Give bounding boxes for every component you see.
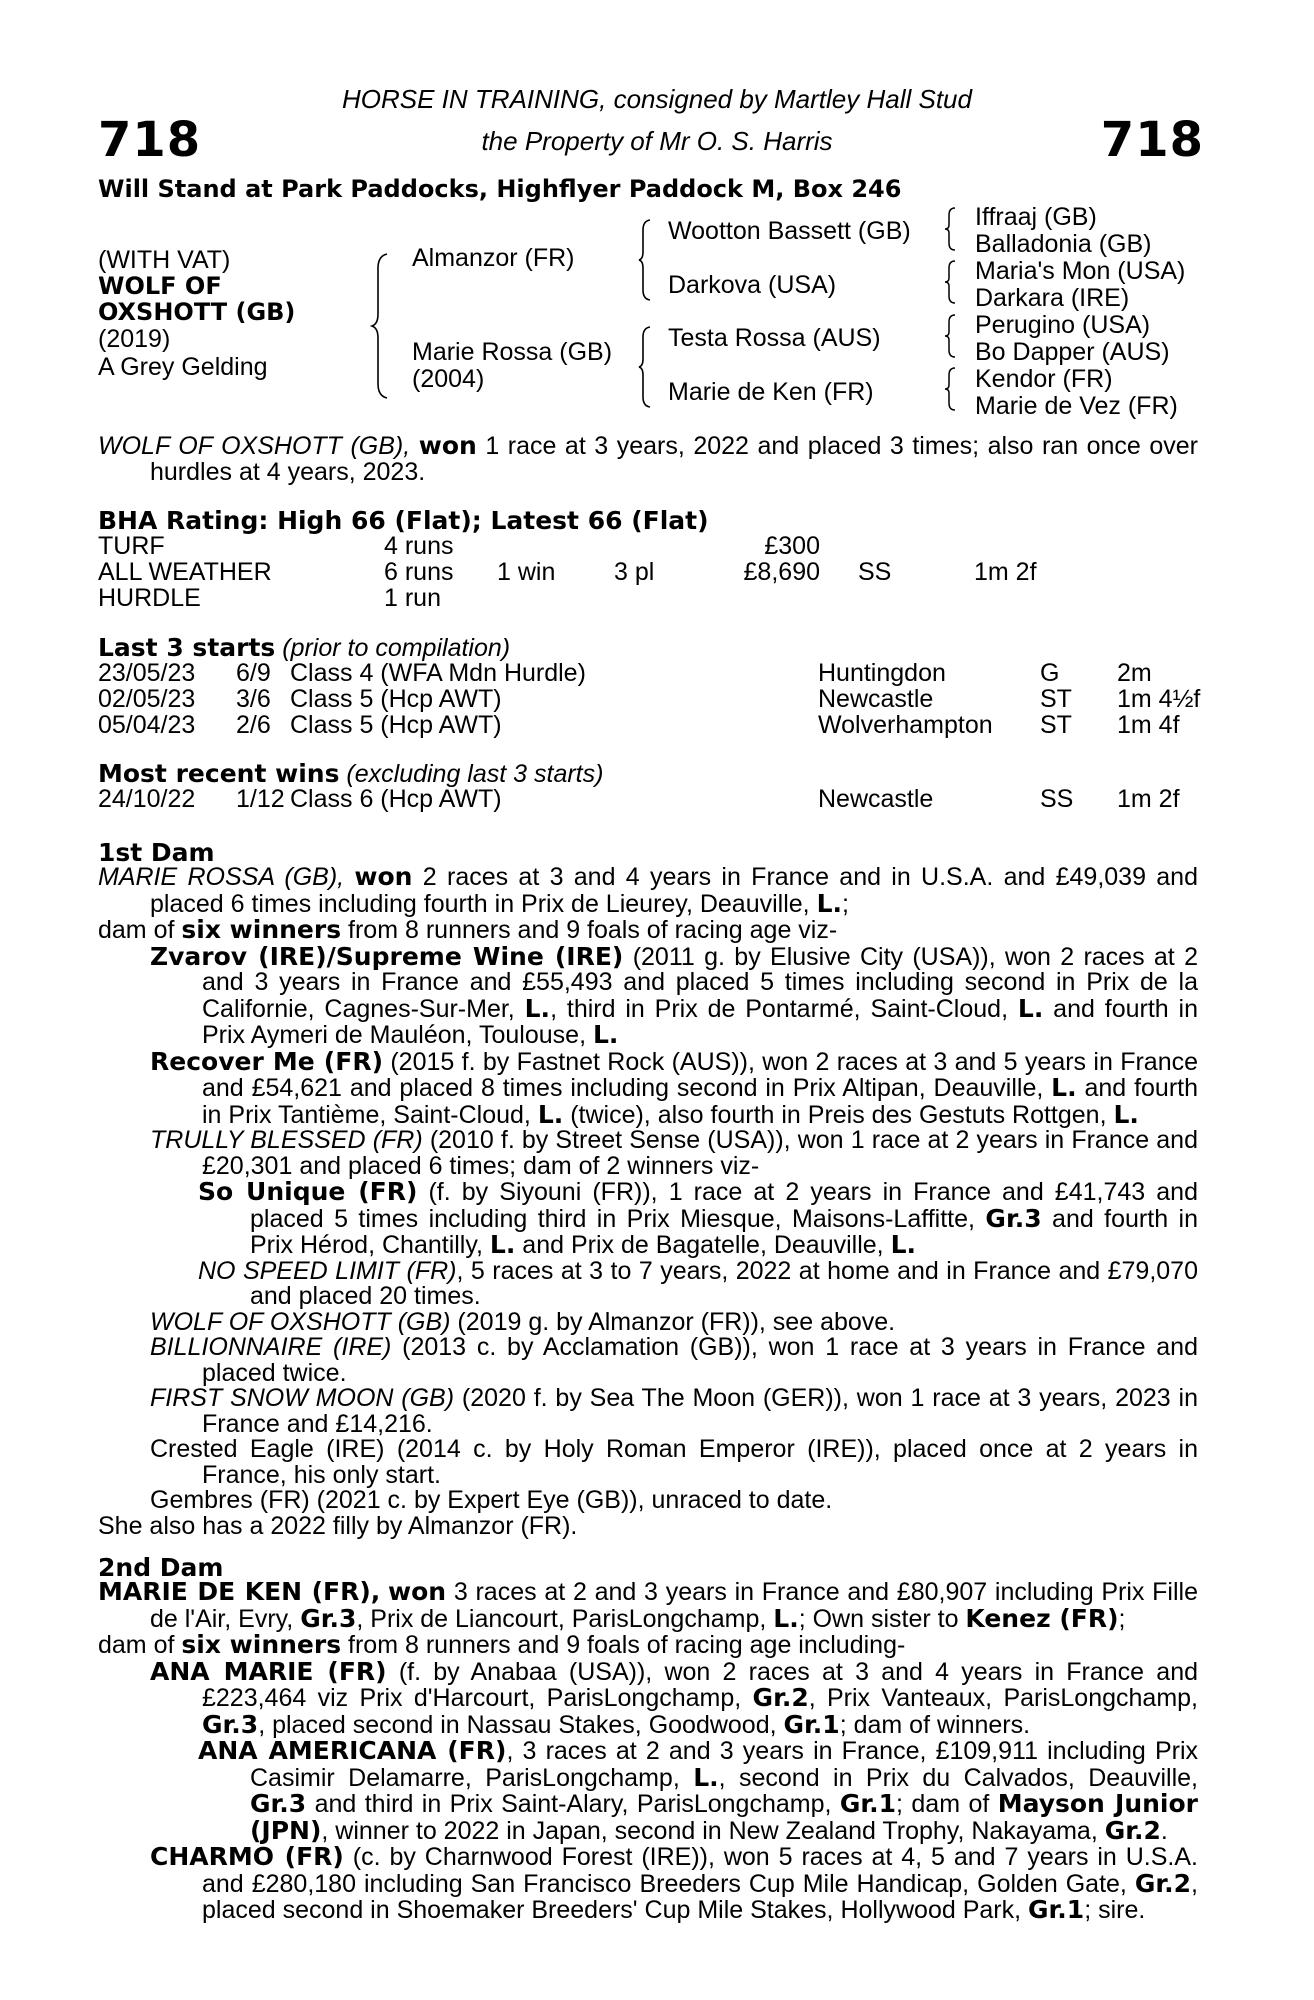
- stand-line: Will Stand at Park Paddocks, Highflyer Paddock M, Box 246: [98, 175, 902, 203]
- last3-course-cell: Huntingdon: [818, 659, 946, 687]
- last3-dist-cell: 1m 4½f: [1117, 685, 1201, 713]
- pedigree-dam: Marie Rossa (GB): [412, 338, 613, 366]
- dam1-firstsnow: FIRST SNOW MOON (GB) (2020 f. by Sea The Moon (GER)), won 1 race at 3 years, 2023 in France and £14,216.: [150, 1384, 1198, 1438]
- pedigree-gen3-4: Darkara (IRE): [975, 284, 1130, 312]
- pedigree-gen3-3: Maria's Mon (USA): [975, 257, 1186, 285]
- pedigree-sire-sire: Wootton Bassett (GB): [668, 217, 911, 245]
- dam1-wolf: WOLF OF OXSHOTT (GB) (2019 g. by Almanzor (FR)), see above.: [150, 1307, 896, 1336]
- last3-race-cell: Class 5 (Hcp AWT): [290, 685, 502, 713]
- recent-going-cell: SS: [1040, 785, 1074, 813]
- horse-year: (2019): [98, 325, 171, 353]
- rating-dist-cell: 1m 2f: [974, 558, 1037, 586]
- rating-going-cell: SS: [858, 558, 892, 586]
- last3-race-cell: Class 4 (WFA Mdn Hurdle): [290, 659, 586, 687]
- dam1-gembres: Gembres (FR) (2021 c. by Expert Eye (GB)), unraced to date.: [150, 1486, 833, 1514]
- pedigree-gen3-7: Kendor (FR): [975, 365, 1113, 393]
- rating-wins-cell: 1 win: [497, 558, 556, 586]
- dam1-crested: Crested Eagle (IRE) (2014 c. by Holy Roman Emperor (IRE)), placed once at 2 years in France, his only start.: [150, 1435, 1198, 1489]
- last3-date-cell: 23/05/23: [98, 659, 196, 687]
- last3-pos-cell: 6/9: [236, 659, 271, 687]
- pedigree-dam-dam: Marie de Ken (FR): [668, 378, 874, 406]
- pedigree-gen3-8: Marie de Vez (FR): [975, 392, 1178, 420]
- rating-runs-cell: 4 runs: [384, 532, 454, 560]
- rating-surface-cell: TURF: [98, 532, 165, 560]
- pedigree-sire: Almanzor (FR): [412, 244, 575, 272]
- bha-rating-heading: BHA Rating: High 66 (Flat); Latest 66 (Flat): [98, 506, 709, 535]
- last3-date-cell: 05/04/23: [98, 711, 196, 739]
- pedigree-dam-year: (2004): [412, 365, 485, 393]
- race-summary: [98, 433, 1198, 485]
- rating-prize-cell: £8,690: [743, 558, 820, 586]
- last3-going-cell: ST: [1040, 711, 1072, 739]
- pedigree-brace-g1: [944, 206, 958, 252]
- pedigree-brace-dam: [637, 325, 653, 409]
- lot-number-left: 718: [98, 112, 202, 168]
- dam1-damof: dam of six winners from 8 runners and 9 foals of racing age viz-: [98, 915, 838, 944]
- summary-horse-name: WOLF OF OXSHOTT (GB),: [98, 432, 411, 460]
- last3-dist-cell: 1m 4f: [1117, 711, 1180, 739]
- summary-text-1: 1 race at 3 years, 2022 and placed 3 times; also ran once over: [476, 432, 1198, 460]
- dam2-ana: ANA MARIE (FR) (f. by Anabaa (USA)), won 2 races at 3 and 4 years in France and £223,464 viz Prix d'Harcourt, ParisLongchamp, Gr.2, Prix Vanteaux, ParisLongchamp, Gr.3, placed second in Nassau Stakes, Goodwood, Gr.1; dam of winners.: [150, 1656, 1199, 1739]
- pedigree-dam-sire: Testa Rossa (AUS): [668, 324, 881, 352]
- last3-course-cell: Newcastle: [818, 685, 934, 713]
- pedigree-sire-dam: Darkova (USA): [668, 271, 837, 299]
- horse-description: A Grey Gelding: [98, 353, 268, 381]
- pedigree-brace-main: [370, 252, 390, 400]
- recent-heading: Most recent wins: [98, 759, 340, 788]
- last3-going-cell: ST: [1040, 685, 1072, 713]
- recent-date-cell: 24/10/22: [98, 785, 196, 813]
- pedigree-brace-g3: [944, 313, 958, 359]
- last3-dist-cell: 2m: [1117, 659, 1152, 687]
- rating-placed-cell: 3 pl: [614, 558, 655, 586]
- dam1-section: [98, 864, 1198, 1539]
- pedigree-gen3-1: Iffraaj (GB): [975, 203, 1097, 231]
- last3-heading: Last 3 starts: [98, 633, 276, 662]
- last3-note: (prior to compilation): [282, 634, 511, 662]
- dam1-intro: MARIE ROSSA (GB), won 2 races at 3 and 4 years in France and in U.S.A. and £49,039 and placed 6 times including fourth in Prix de Lieurey, Deauville, L.;: [98, 862, 1198, 918]
- rating-prize-cell: £300: [764, 532, 820, 560]
- pedigree-gen3-2: Balladonia (GB): [975, 230, 1152, 258]
- dam2-charmo: CHARMO (FR) (c. by Charnwood Forest (IRE)), won 5 races at 4, 5 and 7 years in U.S.A. and £280,180 including San Francisco Breeders Cup Mile Handicap, Golden Gate, Gr.2, placed second in Shoemaker Breeders' Cup Mile Stakes, Hollywood Park, Gr.1; sire.: [150, 1842, 1198, 1924]
- pedigree-gen3-6: Bo Dapper (AUS): [975, 338, 1170, 366]
- consignor-line: HORSE IN TRAINING, consigned by Martley Hall Stud: [342, 84, 972, 114]
- dam1-nospeed: NO SPEED LIMIT (FR), 5 races at 3 to 7 years, 2022 at home and in France and £79,070 and placed 20 times.: [198, 1256, 1198, 1310]
- pedigree-gen3-5: Perugino (USA): [975, 311, 1151, 339]
- horse-name-line2: OXSHOTT (GB): [98, 298, 296, 326]
- rating-runs-cell: 6 runs: [384, 558, 454, 586]
- dam2-heading: 2nd Dam: [98, 1553, 224, 1582]
- last3-course-cell: Wolverhampton: [818, 711, 993, 739]
- dam2-anaamericana: ANA AMERICANA (FR), 3 races at 2 and 3 years in France, £109,911 including Prix Casimir Delamarre, ParisLongchamp, L., second in Prix du Calvados, Deauville, Gr.3 and third in Prix Saint-Alary, ParisLongchamp, Gr.1; dam of Mayson Junior (JPN), winner to 2022 in Japan, second in New Zealand Trophy, Nakayama, Gr.2.: [198, 1736, 1199, 1845]
- rating-surface-cell: HURDLE: [98, 584, 201, 612]
- pedigree-brace-sire: [637, 218, 653, 302]
- dam2-section: [98, 1579, 1198, 1924]
- dam1-sounique: So Unique (FR) (f. by Siyouni (FR)), 1 race at 2 years in France and £41,743 and placed 5 times including third in Prix Miesque, Maisons-Laffitte, Gr.3 and fourth in Prix Hérod, Chantilly, L. and Prix de Bagatelle, Deauville, L.: [198, 1177, 1199, 1259]
- vat-note: (WITH VAT): [98, 246, 231, 274]
- rating-surface-cell: ALL WEATHER: [98, 558, 272, 586]
- dam1-recover: Recover Me (FR) (2015 f. by Fastnet Rock (AUS)), won 2 races at 3 and 5 years in France and £54,621 and placed 8 times including second in Prix Altipan, Deauville, L. and fourth in Prix Tantième, Saint-Cloud, L. (twice), also fourth in Preis des Gestuts Rottgen, L.: [150, 1046, 1198, 1129]
- summary-won: won: [418, 431, 477, 460]
- last3-pos-cell: 2/6: [236, 711, 271, 739]
- dam1-heading: 1st Dam: [98, 838, 215, 867]
- rating-runs-cell: 1 run: [384, 584, 441, 612]
- pedigree-brace-g4: [944, 366, 958, 412]
- horse-name-line1: WOLF OF: [98, 272, 222, 300]
- last3-pos-cell: 3/6: [236, 685, 271, 713]
- dam2-intro: MARIE DE KEN (FR), won 3 races at 2 and 3 years in France and £80,907 including Prix Fille de l'Air, Evry, Gr.3, Prix de Liancourt, ParisLongchamp, L.; Own sister to Kenez (FR);: [98, 1577, 1198, 1633]
- pedigree-brace-g2: [944, 259, 958, 305]
- dam1-trully: TRULLY BLESSED (FR) (2010 f. by Street Sense (USA)), won 1 race at 2 years in France and £20,301 and placed 6 times; dam of 2 winners viz-: [150, 1126, 1198, 1180]
- recent-race-cell: Class 6 (Hcp AWT): [290, 785, 502, 813]
- recent-pos-cell: 1/12: [236, 785, 285, 813]
- last3-race-cell: Class 5 (Hcp AWT): [290, 711, 502, 739]
- summary-text-2: hurdles at 4 years, 2023.: [150, 457, 426, 486]
- lot-number-right: 718: [1100, 112, 1204, 168]
- recent-note: (excluding last 3 starts): [346, 760, 604, 788]
- dam1-zvarov: Zvarov (IRE)/Supreme Wine (IRE) (2011 g. by Elusive City (USA)), won 2 races at 2 and 3 years in France and £55,493 and placed 5 times including second in Prix de la Californie, Cagnes-Sur-Mer, L., third in Prix de Pontarmé, Saint-Cloud, L. and fourth in Prix Aymeri de Mauléon, Toulouse, L.: [150, 941, 1199, 1049]
- recent-dist-cell: 1m 2f: [1117, 785, 1180, 813]
- dam1-also: She also has a 2022 filly by Almanzor (FR).: [98, 1511, 578, 1540]
- dam2-damof: dam of six winners from 8 runners and 9 foals of racing age including-: [98, 1630, 906, 1659]
- last3-date-cell: 02/05/23: [98, 685, 196, 713]
- owner-line: the Property of Mr O. S. Harris: [481, 126, 833, 156]
- dam1-billion: BILLIONNAIRE (IRE) (2013 c. by Acclamation (GB)), won 1 race at 3 years in France and placed twice.: [150, 1333, 1198, 1387]
- last3-going-cell: G: [1040, 659, 1060, 687]
- recent-course-cell: Newcastle: [818, 785, 934, 813]
